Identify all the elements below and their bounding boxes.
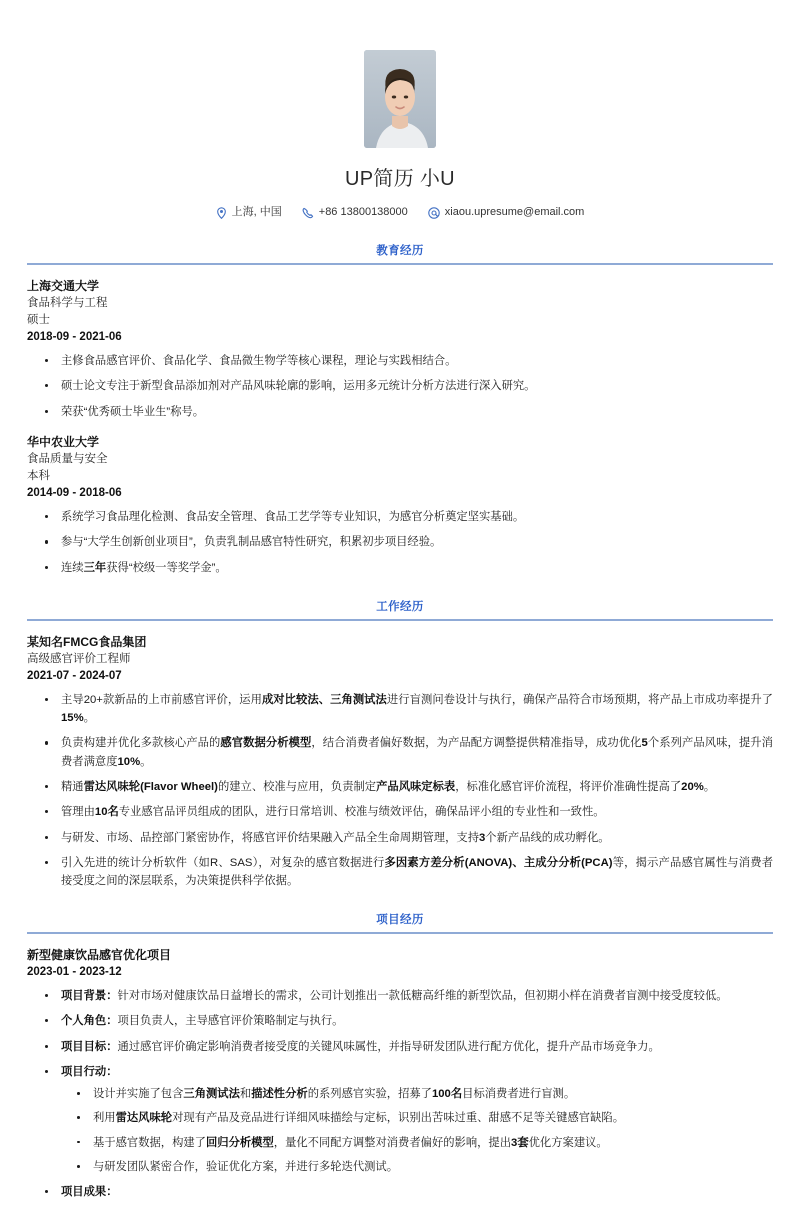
- highlight-text: 100名: [431, 1088, 463, 1101]
- bullet-item: [27, 1012, 773, 1030]
- entry-dates: 2018-09 - 2021-06: [27, 331, 122, 344]
- body-text: 和: [239, 1088, 252, 1101]
- section-title: 教育经历: [376, 244, 424, 257]
- contact-row: [27, 205, 773, 221]
- bullet-item: [27, 691, 773, 728]
- entry-degree: 硕士: [27, 313, 50, 326]
- highlight-text: 3套: [511, 1136, 529, 1149]
- body-text: 专业感官品评员组成的团队，进行日常培训、校准与绩效评估，确保品评小组的专业性和一致性。: [118, 806, 605, 819]
- body-text: 等，揭示产品感官属性与消费者接受度之间的深层联系，为决策提供科学依据。: [61, 856, 773, 888]
- body-text: 获得“校级一等奖学金”。: [106, 561, 227, 574]
- body-text: 系统学习食品理化检测、食品安全管理、食品工艺学等专业知识，为感官分析奠定坚实基础。: [61, 511, 525, 524]
- sub-bullet-item: [61, 1085, 773, 1103]
- highlight-text: 10%: [117, 755, 141, 768]
- section-title: 工作经历: [376, 601, 424, 614]
- body-text: 主导20+款新品的上市前感官评价，运用: [61, 693, 262, 706]
- resume-section: [27, 243, 773, 577]
- highlight-text: 描述性分析: [251, 1088, 308, 1101]
- highlight-text: 多因素方差分析(ANOVA)、主成分分析(PCA): [384, 856, 613, 869]
- highlight-text: 3: [479, 831, 486, 844]
- highlight-text: 雷达风味轮(Flavor Wheel): [83, 780, 218, 793]
- body-text: 个系列产品风味，提升消费者满意度: [61, 737, 773, 768]
- body-text: 精通: [61, 780, 84, 793]
- bullet-item: [27, 778, 773, 796]
- resume-entry: [27, 633, 773, 891]
- body-text: 管理由: [61, 806, 95, 819]
- resume-entry: [27, 433, 773, 577]
- contact-email: [428, 205, 585, 221]
- body-text: 对现有产品及竞品进行详细风味描绘与定标，识别出苦味过重、甜感不足等关键感官缺陷。: [172, 1112, 624, 1125]
- entry-degree: 本科: [27, 470, 50, 483]
- body-text: 。: [703, 780, 716, 793]
- entry-role: 食品质量与安全: [27, 452, 108, 465]
- bullet-item: [27, 508, 773, 526]
- highlight-text: 15%: [61, 712, 84, 725]
- body-text: 引入先进的统计分析软件（如R、SAS），对复杂的感官数据进行: [61, 856, 385, 869]
- section-divider: [27, 619, 773, 621]
- entry-organization: 某知名FMCG食品集团: [27, 634, 147, 649]
- resume-sections: [27, 243, 773, 1202]
- body-text: 。: [140, 755, 152, 768]
- highlight-text: 三角测试法: [183, 1088, 240, 1101]
- highlight-text: 项目行动：: [61, 1065, 118, 1078]
- bullet-item: [27, 559, 773, 577]
- highlight-text: 产品风味定标表: [376, 780, 456, 793]
- body-text: 利用: [93, 1112, 116, 1125]
- resume-section: [27, 912, 773, 1201]
- entry-dates: 2021-07 - 2024-07: [27, 669, 122, 682]
- entry-dates: 2023-01 - 2023-12: [27, 966, 122, 979]
- highlight-text: 项目目标：: [61, 1040, 118, 1053]
- section-title: 项目经历: [376, 914, 424, 927]
- body-text: 与研发、市场、品控部门紧密协作，将感官评价结果融入产品全生命周期管理，支持: [61, 831, 479, 844]
- sub-bullet-list: [61, 1085, 773, 1176]
- bullet-list: [27, 691, 773, 891]
- body-text: 荣获“优秀硕士毕业生”称号。: [61, 405, 205, 418]
- body-text: 负责构建并优化多款核心产品的: [61, 737, 221, 750]
- page-title: UP简历 小U: [345, 168, 455, 190]
- entry-organization: 华中农业大学: [27, 434, 100, 449]
- contact-email-text: xiaou.upresume@email.com: [444, 206, 585, 218]
- body-text: 参与“大学生创新创业项目”，负责乳制品感官特性研究，积累初步项目经验。: [61, 536, 442, 549]
- avatar: [364, 50, 436, 148]
- bullet-item: [27, 734, 773, 771]
- location-pin-icon: [216, 207, 227, 219]
- body-text: 基于感官数据，构建了: [93, 1136, 206, 1149]
- bullet-item: [27, 1038, 773, 1056]
- resume-entry: [27, 277, 773, 421]
- bullet-item: [27, 352, 773, 370]
- bullet-item: [27, 987, 773, 1005]
- body-text: 与研发团队紧密合作，验证优化方案，并进行多轮迭代测试。: [93, 1160, 399, 1173]
- bullet-list: [27, 508, 773, 577]
- entry-organization: 新型健康饮品感官优化项目: [27, 948, 172, 963]
- highlight-text: 雷达风味轮: [115, 1112, 173, 1125]
- resume-entry: [27, 946, 773, 1201]
- body-text: 硕士论文专注于新型食品添加剂对产品风味轮廓的影响，运用多元统计分析方法进行深入研究。: [61, 380, 536, 393]
- body-text: 优化方案建议。: [528, 1136, 608, 1149]
- highlight-text: 5: [641, 737, 648, 750]
- section-divider: [27, 932, 773, 934]
- bullet-item: [27, 1183, 773, 1201]
- highlight-text: 成对比较法、三角测试法: [261, 693, 387, 706]
- highlight-text: 项目成果：: [61, 1186, 118, 1199]
- bullet-item: [27, 829, 773, 847]
- body-text: 设计并实施了包含: [93, 1088, 184, 1101]
- highlight-text: 感官数据分析模型: [220, 737, 312, 750]
- phone-icon: [302, 207, 314, 219]
- resume-section: [27, 599, 773, 890]
- highlight-text: 回归分析模型: [205, 1136, 274, 1149]
- bullet-item: [27, 533, 773, 551]
- body-text: 。: [83, 712, 95, 725]
- bullet-list: [27, 352, 773, 421]
- body-text: 项目负责人，主导感官评价策略制定与执行。: [117, 1015, 344, 1028]
- highlight-text: 20%: [681, 780, 704, 793]
- bullet-item: [27, 854, 773, 891]
- bullet-item: [27, 803, 773, 821]
- body-text: 针对市场对健康饮品日益增长的需求，公司计划推出一款低糖高纤维的新型饮品，但初期小样在消费者盲测中接受度较低。: [117, 989, 728, 1002]
- body-text: 的建立、校准与应用，负责制定: [217, 780, 377, 793]
- body-text: ，量化不同配方调整对消费者偏好的影响，提出: [273, 1136, 512, 1149]
- body-text: 目标消费者进行盲测。: [462, 1088, 576, 1101]
- bullet-item: [27, 403, 773, 421]
- highlight-text: 项目背景：: [61, 989, 118, 1002]
- highlight-text: 个人角色：: [61, 1015, 118, 1028]
- body-text: 主修食品感官评价、食品化学、食品微生物学等核心课程，理论与实践相结合。: [61, 354, 457, 367]
- contact-location: [216, 205, 282, 221]
- body-text: ，结合消费者偏好数据，为产品配方调整提供精准指导，成功优化: [311, 737, 642, 750]
- body-text: 通过感官评价确定影响消费者接受度的关键风味属性，并指导研发团队进行配方优化，提升产品市场竞争力。: [117, 1040, 660, 1053]
- contact-phone: [302, 205, 408, 221]
- bullet-item: [27, 1063, 773, 1176]
- contact-phone-text: +86 13800138000: [318, 206, 408, 218]
- sub-bullet-item: [61, 1158, 773, 1176]
- email-icon: [428, 207, 440, 219]
- highlight-text: 10名: [94, 806, 119, 819]
- body-text: 连续: [61, 561, 84, 574]
- resume-header: [27, 0, 773, 221]
- entry-role: 高级感官评价工程师: [27, 652, 131, 665]
- entry-role: 食品科学与工程: [27, 296, 108, 309]
- bullet-item: [27, 377, 773, 395]
- sub-bullet-item: [61, 1109, 773, 1127]
- body-text: 的系列感官实验，招募了: [307, 1088, 432, 1101]
- bullet-list: [27, 987, 773, 1202]
- contact-location-text: 上海, 中国: [231, 206, 282, 218]
- entry-organization: 上海交通大学: [27, 278, 100, 293]
- body-text: 进行盲测问卷设计与执行，确保产品符合市场预期，将产品上市成功率提升了: [386, 693, 773, 706]
- highlight-text: 三年: [83, 561, 107, 574]
- body-text: 个新产品线的成功孵化。: [485, 831, 610, 844]
- body-text: ，标准化感官评价流程，将评价准确性提高了: [455, 780, 682, 793]
- sub-bullet-item: [61, 1134, 773, 1152]
- entry-dates: 2014-09 - 2018-06: [27, 487, 122, 500]
- section-divider: [27, 263, 773, 265]
